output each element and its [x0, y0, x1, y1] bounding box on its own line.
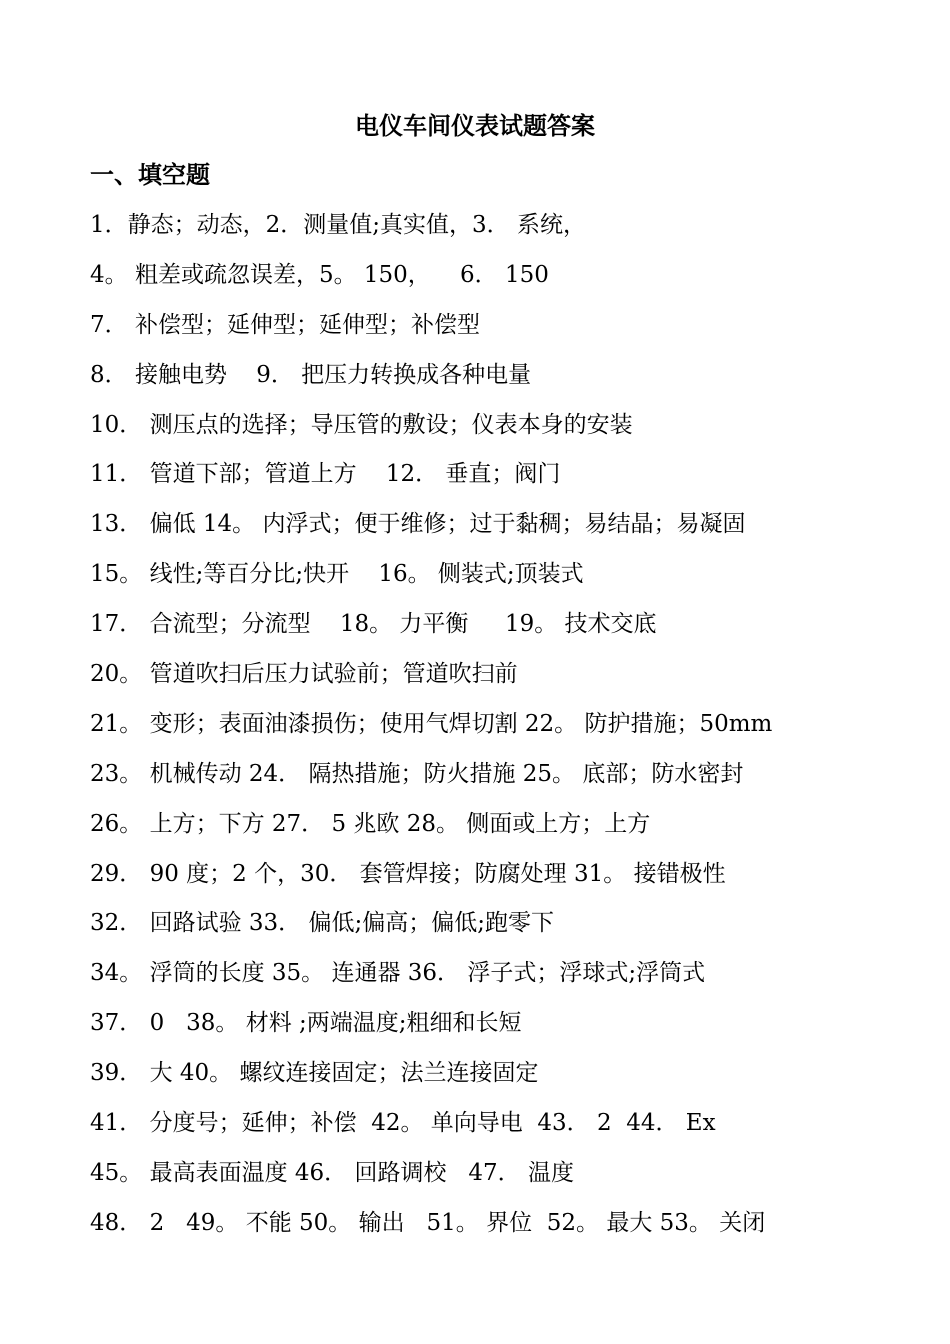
answer-line: 17． 合流型；分流型 18。 力平衡 19。 技术交底	[90, 611, 657, 638]
answer-line: 7． 补偿型；延伸型；延伸型；补偿型	[90, 311, 480, 338]
answer-line: 21。 变形；表面油漆损伤；使用气焊切割 22。 防护措施；50mm	[90, 710, 773, 737]
answer-line: 15。 线性;等百分比;快开 16。 侧装式;顶装式	[90, 561, 584, 588]
answer-line: 45。 最高表面温度 46． 回路调校 47． 温度	[90, 1159, 574, 1186]
answer-line: 41． 分度号；延伸；补偿 42。 单向导电 43． 2 44． Ex	[90, 1110, 716, 1137]
answer-line: 20。 管道吹扫后压力试验前；管道吹扫前	[90, 661, 518, 688]
answer-line: 29． 90 度；2 个，30． 套管焊接；防腐处理 31。 接错极性	[90, 860, 726, 887]
answer-line: 4。 粗差或疏忽误差，5。 150， 6． 150	[90, 261, 549, 288]
answer-line: 32． 回路试验 33． 偏低;偏高；偏低;跑零下	[90, 910, 554, 937]
answer-list	[90, 207, 930, 1255]
answer-line: 37． 0 38。 材料 ;两端温度;粗细和长短	[90, 1010, 522, 1037]
answer-line: 39． 大 40。 螺纹连接固定；法兰连接固定	[90, 1060, 539, 1087]
answer-line: 1．静态；动态，2．测量值;真实值，3． 系统，	[90, 212, 586, 238]
answer-line: 48． 2 49。 不能 50。 输出 51。 界位 52。 最大 53。 关闭	[90, 1209, 766, 1236]
section-heading: 一、填空题	[90, 160, 210, 189]
answer-line: 23。 机械传动 24． 隔热措施；防火措施 25。 底部；防水密封	[90, 760, 744, 787]
answer-line: 11． 管道下部；管道上方 12． 垂直；阀门	[90, 461, 561, 488]
document-title: 电仪车间仪表试题答案	[355, 111, 595, 140]
answer-line: 8． 接触电势 9． 把压力转换成各种电量	[90, 361, 532, 388]
answer-line: 13． 偏低 14。 内浮式；便于维修；过于黏稠；易结晶；易凝固	[90, 511, 746, 538]
answer-line: 34。 浮筒的长度 35。 连通器 36． 浮子式；浮球式;浮筒式	[90, 960, 706, 987]
answer-line: 26。 上方；下方 27． 5 兆欧 28。 侧面或上方；上方	[90, 810, 651, 837]
answer-line: 10． 测压点的选择；导压管的敷设；仪表本身的安装	[90, 411, 633, 438]
